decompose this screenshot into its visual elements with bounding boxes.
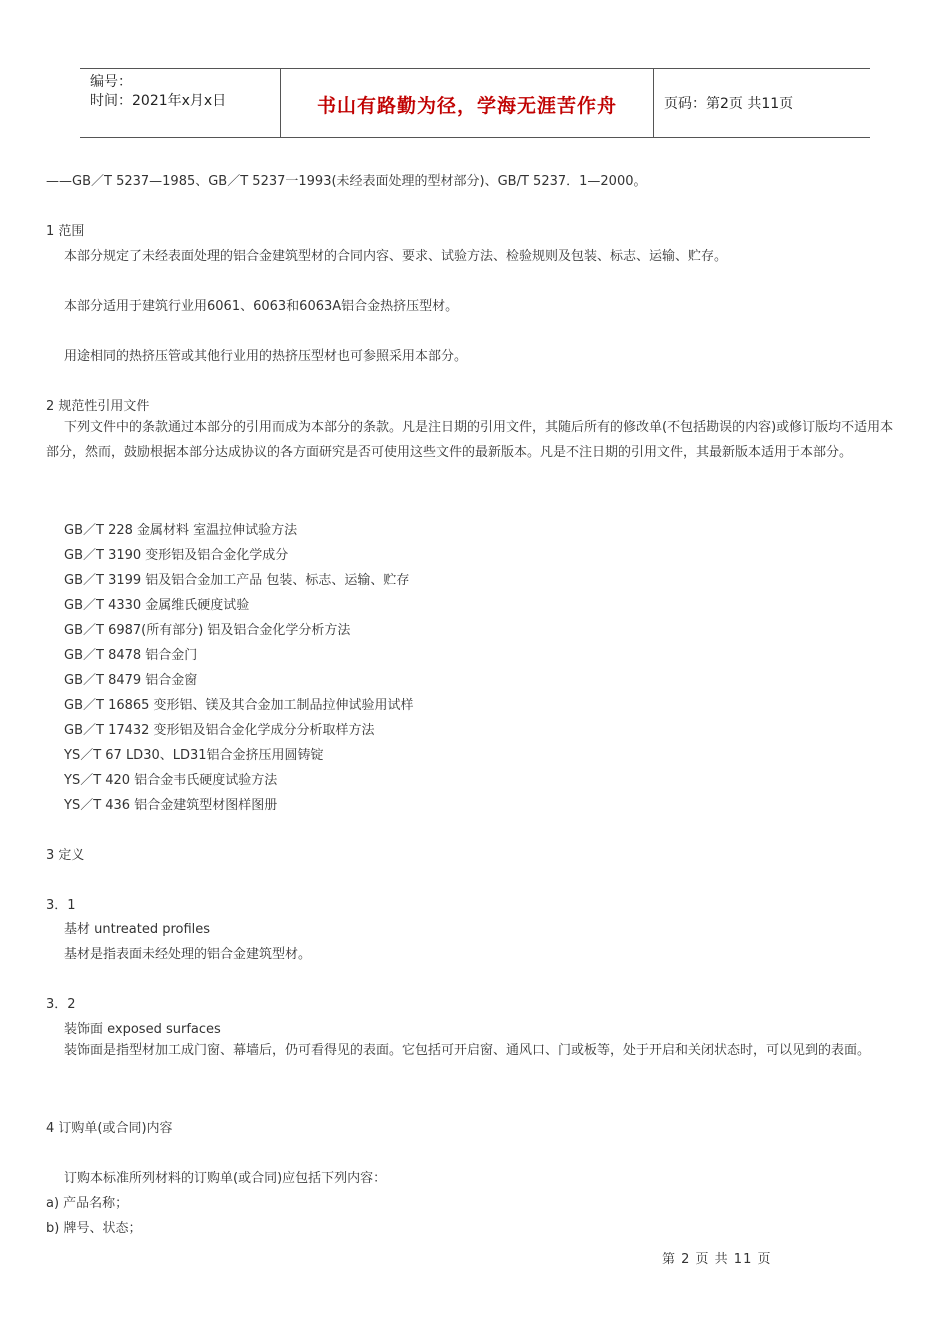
reference-item: GB／T 3199 铝及铝合金加工产品 包装、标志、运输、贮存 [64, 573, 410, 588]
header-motto: 书山有路勤为径，学海无涯苦作舟 [316, 95, 617, 117]
reference-item: GB／T 228 金属材料 室温拉伸试验方法 [64, 523, 298, 538]
section-4-intro: 订购本标准所列材料的订购单(或合同)应包括下列内容： [64, 1171, 387, 1186]
reference-item: GB／T 6987(所有部分) 铝及铝合金化学分析方法 [64, 623, 351, 638]
reference-item: GB／T 8479 铝合金窗 [64, 673, 198, 688]
section-1-title: 1 范围 [46, 224, 85, 239]
clause-3-1-number: 3．1 [46, 898, 76, 913]
page-header [80, 68, 870, 138]
section-1-paragraph-3: 用途相同的热挤压管或其他行业用的热挤压型材也可参照采用本部分。 [64, 349, 468, 364]
reference-item: GB／T 16865 变形铝、镁及其合金加工制品拉伸试验用试样 [64, 698, 414, 713]
section-4-item-a: a) 产品名称； [46, 1196, 129, 1211]
header-page-info: 页码：第2页 共11页 [664, 96, 794, 112]
section-4-title: 4 订购单(或合同)内容 [46, 1121, 173, 1136]
page-footer: 第 2 页 共 11 页 [662, 1252, 772, 1267]
reference-item: GB／T 8478 铝合金门 [64, 648, 198, 663]
header-motto-cell [281, 69, 654, 137]
clause-3-2-term: 装饰面 exposed surfaces [64, 1022, 221, 1037]
reference-item: YS／T 436 铝合金建筑型材图样图册 [64, 798, 278, 813]
clause-3-2-definition: 装饰面是指型材加工成门窗、幕墙后，仍可看得见的表面。它包括可开启窗、通风口、门或板等，处于开启和关闭状态时，可以见到的表面。 [64, 1043, 871, 1058]
reference-item: YS／T 67 LD30、LD31铝合金挤压用圆铸锭 [64, 748, 324, 763]
section-2-title: 2 规范性引用文件 [46, 399, 150, 414]
reference-item: GB／T 3190 变形铝及铝合金化学成分 [64, 548, 289, 563]
clause-3-2-number: 3．2 [46, 997, 76, 1012]
section-1-paragraph-2: 本部分适用于建筑行业用6061、6063和6063A铝合金热挤压型材。 [64, 299, 459, 314]
clause-3-1-definition: 基材是指表面未经处理的铝合金建筑型材。 [64, 947, 312, 962]
section-4-item-b: b) 牌号、状态； [46, 1221, 142, 1236]
reference-item: YS／T 420 铝合金韦氏硬度试验方法 [64, 773, 278, 788]
replaces-line: ——GB／T 5237—1985、GB／T 5237一1993(未经表面处理的型材部分)、GB/T 5237．1—2000。 [46, 174, 647, 189]
header-left-cell [80, 69, 281, 137]
document-number-label: 编号： [90, 74, 132, 90]
section-1-paragraph-1: 本部分规定了未经表面处理的铝合金建筑型材的合同内容、要求、试验方法、检验规则及包装、标志、运输、贮存。 [64, 249, 728, 264]
section-2-paragraph: 下列文件中的条款通过本部分的引用而成为本部分的条款。凡是注日期的引用文件，其随后所有的修改单(不包括勘误的内容)或修订版均不适用本部分，然而，鼓励根据本部分达成协议的各方面研究是否可使用这些文件的最新版本。凡是不注日期的引用文件，其最新版本适用于本部分。 [46, 420, 894, 460]
document-time-label: 时间：2021年x月x日 [90, 93, 227, 109]
reference-item: GB／T 17432 变形铝及铝合金化学成分分析取样方法 [64, 723, 375, 738]
header-page-cell [655, 69, 870, 137]
clause-3-1-term: 基材 untreated profiles [64, 922, 211, 937]
section-3-title: 3 定义 [46, 848, 85, 863]
reference-item: GB／T 4330 金属维氏硬度试验 [64, 598, 250, 613]
